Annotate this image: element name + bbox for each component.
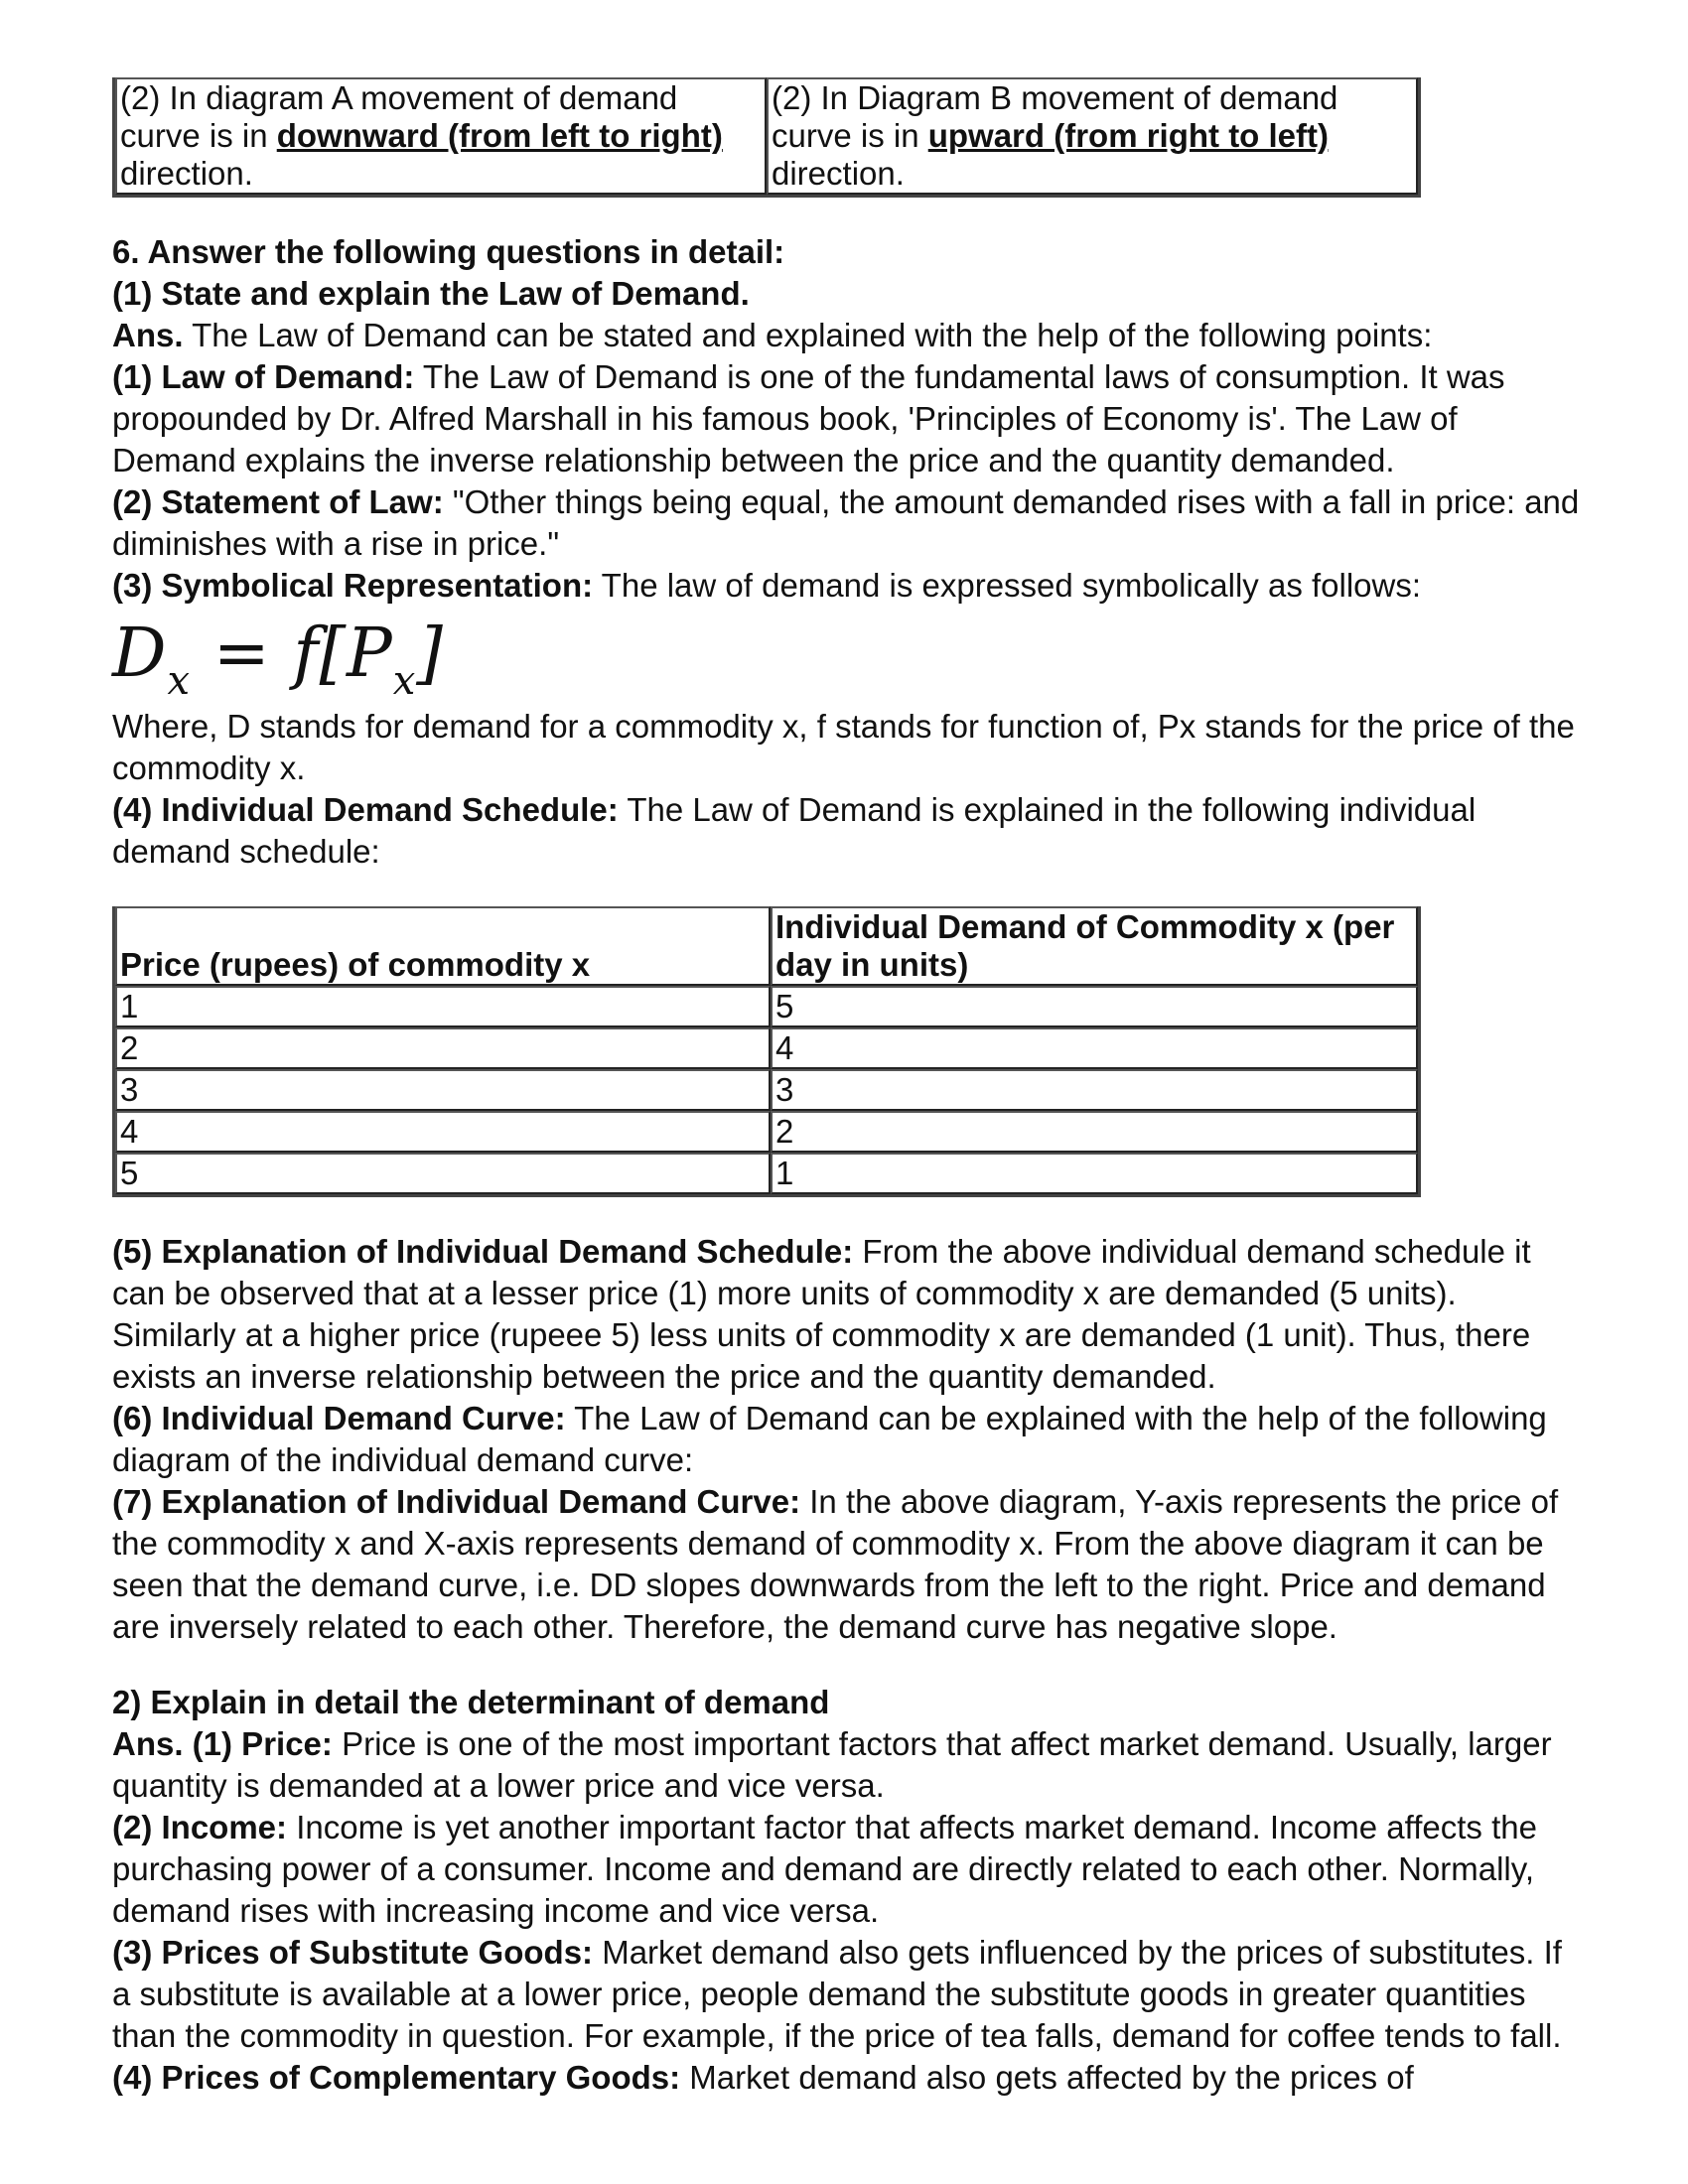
point-label: (4) Individual Demand Schedule: (112, 791, 619, 828)
determinant-complements (112, 2057, 1582, 2099)
point-text: Market demand also gets affected by the prices of (680, 2059, 1414, 2096)
demand-schedule-table (112, 906, 1421, 1197)
point-label: (3) Symbolical Representation: (112, 567, 594, 604)
determinant-substitutes (112, 1932, 1582, 2057)
table-cell-demand: 5 (771, 986, 1418, 1027)
point-label: (3) Prices of Substitute Goods: (112, 1934, 594, 1971)
table-header-row (115, 906, 1418, 986)
table-cell-price: 3 (115, 1069, 771, 1111)
question-1 (112, 273, 1582, 315)
table-cell-diagram-b (767, 77, 1418, 195)
formula-part: D (112, 614, 168, 693)
formula-subscript: x (392, 658, 417, 704)
table-row (115, 1069, 1418, 1111)
table-row (115, 1153, 1418, 1194)
point-text: The law of demand is expressed symbolically as follows: (593, 567, 1422, 604)
point-text: From the above individual demand schedule it can be observed that at a lesser price (1) more units of commodity x are demanded (5 units). Similarly at a higher price (rupeee 5) less units of commodity x are demanded (1 unit). Thus, there exists an inverse relationship between the price and the quantity demanded. (112, 1233, 1531, 1395)
point-text: Price is one of the most important factors that affect market demand. Usually, larger quantity is demanded at a lower price and vice versa. (112, 1725, 1552, 1804)
table-cell-price: 2 (115, 1027, 771, 1069)
question-2-section (112, 1682, 1582, 2099)
table-row (115, 986, 1418, 1027)
question-text: (1) State and explain the Law of Demand. (112, 275, 750, 312)
point-text: "Other things being equal, the amount demanded rises with a fall in price: and diminishes with a rise in price." (112, 483, 1580, 562)
question-2 (112, 1682, 1582, 1723)
answer-label: Ans. (112, 317, 184, 353)
point-label: (1) Law of Demand: (112, 358, 415, 395)
determinant-income (112, 1807, 1582, 1932)
table-cell-price: 4 (115, 1111, 771, 1153)
section-heading-text: 6. Answer the following questions in detail: (112, 233, 785, 270)
cell-text: direction. (772, 155, 905, 192)
determinant-price (112, 1723, 1582, 1807)
point-label: Ans. (1) Price: (112, 1725, 333, 1762)
point-label: (4) Prices of Complementary Goods: (112, 2059, 681, 2096)
point-text: In the above diagram, Y-axis represents the price of the commodity x and X-axis represents demand of commodity x. From the above diagram it can be seen that the demand curve, i.e. DD slopes downwards from the left to the right. Price and demand are inversely related to each other. Therefore, the demand curve has negative slope. (112, 1483, 1559, 1645)
cell-emphasis: upward (from right to left) (927, 117, 1330, 154)
table-cell-price: 5 (115, 1153, 771, 1194)
formula-part: = f[P (191, 614, 393, 693)
schedule-explanation-section (112, 1231, 1582, 1648)
point-symbolical (112, 565, 1582, 607)
point-label: (2) Income: (112, 1809, 288, 1845)
table-row (115, 1111, 1418, 1153)
section-heading (112, 231, 1582, 273)
formula-part: ] (416, 614, 444, 693)
table-row (115, 77, 1418, 195)
point-text: Market demand also gets influenced by the prices of substitutes. If a substitute is available at a lower price, people demand the substitute goods in greater quantities than the commodity in question. For example, if the price of tea falls, demand for coffee tends to fall. (112, 1934, 1562, 2054)
point-statement (112, 481, 1582, 565)
cell-text: direction. (120, 155, 253, 192)
table-cell-diagram-a (115, 77, 767, 195)
point-label: (2) Statement of Law: (112, 483, 444, 520)
formula-explanation: Where, D stands for demand for a commodity x, f stands for function of, Px stands for the price of the commodity x. (112, 708, 1575, 786)
point-text: The Law of Demand is explained in the following individual demand schedule: (112, 791, 1477, 870)
point-schedule-explanation (112, 1231, 1582, 1398)
table-cell-demand: 4 (771, 1027, 1418, 1069)
answer-text: The Law of Demand can be stated and explained with the help of the following points: (183, 317, 1433, 353)
point-text: Income is yet another important factor that affects market demand. Income affects the purchasing power of a consumer. Income and demand are directly related to each other. Normally, demand rises with increasing income and vice versa. (112, 1809, 1537, 1929)
section-6 (112, 231, 1582, 873)
table-cell-demand: 2 (771, 1111, 1418, 1153)
page-content (112, 77, 1582, 2099)
question-text: 2) Explain in detail the determinant of demand (112, 1684, 830, 1720)
point-text: The Law of Demand can be explained with the help of the following diagram of the individual demand curve: (112, 1400, 1547, 1478)
table-row (115, 1027, 1418, 1069)
point-schedule (112, 789, 1582, 873)
column-header-price: Price (rupees) of commodity x (115, 906, 771, 986)
table-cell-demand: 3 (771, 1069, 1418, 1111)
point-law-of-demand (112, 356, 1582, 481)
answer-intro (112, 315, 1582, 356)
cell-text: (2) In diagram A movement of demand curve is in (120, 79, 678, 154)
point-label: (6) Individual Demand Curve: (112, 1400, 566, 1436)
point-curve-explanation (112, 1481, 1582, 1648)
comparison-table (112, 77, 1421, 198)
point-label: (5) Explanation of Individual Demand Schedule: (112, 1233, 854, 1270)
cell-text: (2) In Diagram B movement of demand curve is in (772, 79, 1338, 154)
table-cell-price: 1 (115, 986, 771, 1027)
point-text: The Law of Demand is one of the fundamental laws of consumption. It was propounded by Dr. Alfred Marshall in his famous book, 'Principles of Economy is'. The Law of Demand explains the inverse relationship between the price and the quantity demanded. (112, 358, 1505, 478)
table-cell-demand: 1 (771, 1153, 1418, 1194)
formula-subscript: x (167, 658, 192, 704)
cell-emphasis: downward (from left to right) (276, 117, 723, 154)
demand-formula (112, 614, 1582, 706)
column-header-demand: Individual Demand of Commodity x (per day in units) (771, 906, 1418, 986)
point-label: (7) Explanation of Individual Demand Curve: (112, 1483, 801, 1520)
point-demand-curve (112, 1398, 1582, 1481)
